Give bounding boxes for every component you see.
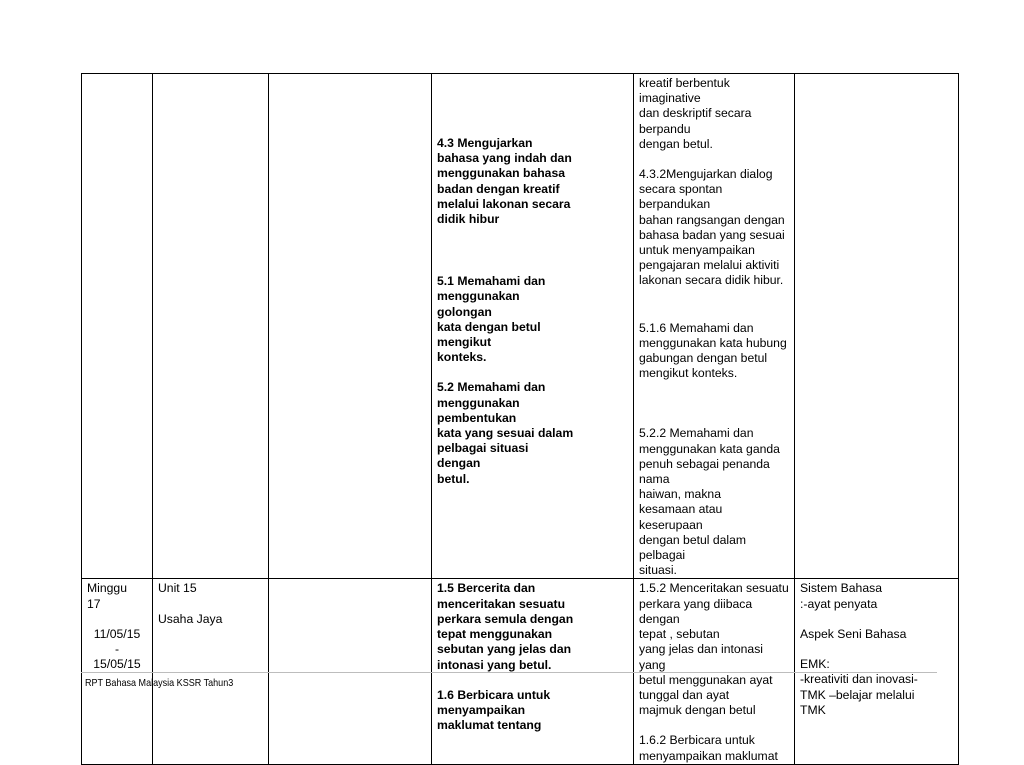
standard-content-cell [269, 74, 432, 579]
notes-emk: EMK: -kreativiti dan inovasi- TMK –belajar melalui TMK [800, 657, 918, 717]
standard-cell [432, 74, 634, 579]
unit-cell [153, 74, 269, 579]
lesson-plan-table [81, 73, 959, 765]
date-separator: - [114, 642, 120, 657]
learning-standard-cell [634, 74, 795, 579]
footer-text: RPT Bahasa Malaysia KSSR Tahun3 [85, 677, 234, 689]
footer-divider [81, 672, 937, 673]
unit-theme: Usaha Jaya [158, 611, 223, 626]
notes-cell [795, 74, 959, 579]
standard-5-1: 5.1 Memahami dan menggunakan golongan kata dengan betul mengikut konteks. [437, 274, 546, 365]
learning-standard-4-3-2: 4.3.2Mengujarkan dialog secara spontan berpandukan bahan rangsangan dengan bahasa badan yang sesuai untuk menyampaikan pengajaran melalui aktiviti lakonan secara didik hibur. [639, 167, 785, 288]
standard-5-2: 5.2 Memahami dan menggunakan pembentukan kata yang sesuai dalam pelbagai situasi dengan betul. [437, 380, 574, 486]
standard-1-6: 1.6 Berbicara untuk menyampaikan maklumat tentang [437, 687, 551, 733]
learning-standard-5-2-2: 5.2.2 Memahami dan menggunakan kata ganda penuh sebagai penanda nama haiwan, makna kesamaan atau keserupaan dengan betul dalam pelbagai situasi. [639, 426, 780, 578]
standard-1-5: 1.5 Bercerita dan menceritakan sesuatu perkara semula dengan tepat menggunakan sebutan yang jelas dan intonasi yang betul. [437, 581, 574, 672]
week-label: Minggu 17 [87, 581, 127, 611]
learning-standard-1-5-2: 1.5.2 Menceritakan sesuatu perkara yang diibaca dengan tepat , sebutan yang jelas dan intonasi yang betul menggunakan ayat tunggal dan ayat majmuk dengan betul [639, 581, 789, 718]
date-end: 15/05/15 [93, 657, 141, 672]
unit-number: Unit 15 [158, 581, 197, 596]
notes-sistem-bahasa: Sistem Bahasa :-ayat penyata [800, 581, 882, 611]
learning-standard-1-6-2: 1.6.2 Berbicara untuk menyampaikan maklumat [639, 733, 778, 763]
standard-4-3: 4.3 Mengujarkan bahasa yang indah dan menggunakan bahasa badan dengan kreatif melalui lakonan secara didik hibur [437, 136, 572, 227]
learning-standard-5-1-6: 5.1.6 Memahami dan menggunakan kata hubung gabungan dengan betul mengikut konteks. [639, 320, 787, 381]
notes-aspek-seni-bahasa: Aspek Seni Bahasa [800, 626, 907, 641]
learning-standard-continuation: kreatif berbentuk imaginative dan deskriptif secara berpandu dengan betul. [639, 76, 752, 151]
week-cell [82, 74, 153, 579]
date-start: 11/05/15 [93, 626, 141, 641]
table-row [82, 74, 959, 579]
